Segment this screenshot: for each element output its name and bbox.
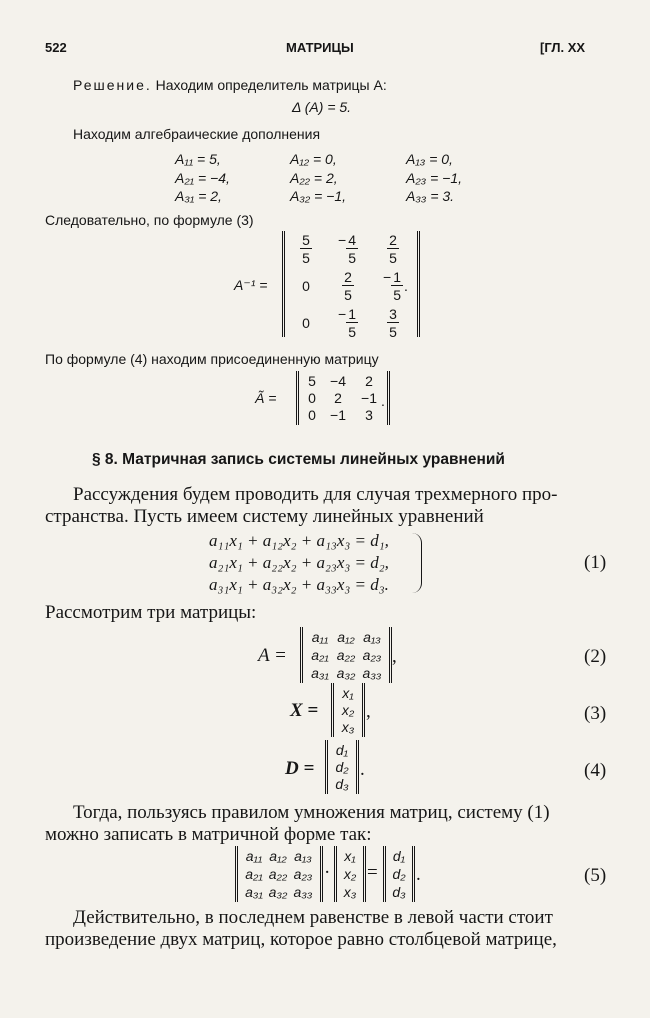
matrix-cell: 0 <box>308 389 316 406</box>
matrix-cell: d₃ <box>392 884 406 900</box>
adjoint-intro: По формуле (4) находим присоединенную матрицу <box>45 351 379 367</box>
matrix-cell: a₁₂ <box>269 848 287 864</box>
cofactor: A₂₃ = −1, <box>406 169 463 186</box>
cofactor: A₁₂ = 0, <box>290 151 337 167</box>
adjoint-matrix <box>296 371 390 425</box>
matrix-cell: a₂₂ <box>336 647 356 663</box>
matrix-cell: d₁ <box>392 848 406 864</box>
matrix-cell: − $\frac{1}{5}$ <box>383 269 401 303</box>
system-brace <box>411 533 422 593</box>
matrix-cell: a₃₃ <box>362 665 382 681</box>
matrix-cell: − $\frac{1}{5}$ <box>338 306 356 340</box>
matrix-cell: x₃ <box>343 884 357 900</box>
matrix-cell: x₁ <box>342 684 354 701</box>
matrix-cell: − $\frac{4}{5}$ <box>338 232 356 266</box>
equation-row: a₂₁x₁ + a₂₂x₂ + a₂₃x₃ = d₂, <box>209 553 389 572</box>
matrix-cell: d₂ <box>335 758 349 775</box>
matrix-cell: $\frac{5}{5}$ <box>302 232 310 266</box>
eq5-X-matrix <box>334 846 366 902</box>
matrix-cell: a₂₃ <box>293 866 313 882</box>
equation-row: a₁₁x₁ + a₁₂x₂ + a₁₃x₃ = d₁, <box>209 531 389 550</box>
matrix-cell: $\frac{2}{5}$ <box>344 269 352 303</box>
paragraph-3-line-2: произведение двух матриц, которое равно столбцевой матрице, <box>45 929 557 950</box>
cofactor: A₃₂ = −1, <box>290 188 347 204</box>
solution-lead: Решение. <box>73 77 152 93</box>
matrix-cell: 2 <box>334 389 342 406</box>
paragraph-2-line-1: Тогда, пользуясь правилом умножения матриц, систему (1) <box>73 802 550 823</box>
page-number: 522 <box>45 40 67 55</box>
cofactor-col-2 <box>290 150 346 206</box>
inverse-matrix <box>282 231 420 340</box>
matrix-cell: d₂ <box>392 866 406 882</box>
matrix-cell: a₁₃ <box>363 629 381 645</box>
matrix-cell: 2 <box>365 372 373 389</box>
inverse-label: A⁻¹ = <box>234 277 268 293</box>
A-matrix <box>300 627 392 683</box>
cofactor-col-1 <box>175 150 230 206</box>
matrix-cell: a₃₁ <box>311 665 329 681</box>
matrix-cell: x₂ <box>343 866 357 882</box>
D-matrix <box>325 740 359 794</box>
matrix-cell: 5 <box>308 372 316 389</box>
matrix-cell: d₃ <box>335 776 349 793</box>
matrix-cell: a₁₁ <box>311 629 329 645</box>
determinant: Δ (A) = 5. <box>292 99 352 115</box>
paragraph-2-line-2: можно записать в матричной форме так: <box>45 824 372 845</box>
chapter-label: [ГЛ. XX <box>540 40 586 55</box>
matrix-cell: a₃₂ <box>336 665 356 681</box>
paragraph-1-line-2: странства. Пусть имеем систему линейных уравнений <box>45 506 484 527</box>
cofactor: A₃₃ = 3. <box>406 188 455 204</box>
matrix-cell: $\frac{2}{5}$ <box>389 232 397 266</box>
equation-row: a₃₁x₁ + a₃₂x₂ + a₃₃x₃ = d₃. <box>209 575 389 594</box>
matrix-cell: x₂ <box>341 701 355 718</box>
matrix-cell: a₂₁ <box>245 866 263 882</box>
cofactor: A₂₁ = −4, <box>175 169 230 186</box>
matrix-cell: 0 <box>308 407 316 424</box>
cofactor-col-3 <box>406 150 462 206</box>
matrix-cell: a₁₁ <box>245 848 263 864</box>
matrix-cell: −4 <box>330 372 346 389</box>
solution-lead-text: Находим определитель матрицы A: <box>155 77 387 93</box>
matrix-cell: x₁ <box>344 848 356 864</box>
X-matrix <box>331 683 365 737</box>
matrix-cell: 3 <box>365 407 373 424</box>
equation-number-3: (3) <box>584 703 607 724</box>
cofactor: A₁₁ = 5, <box>175 151 221 167</box>
section-title: § 8. Матричная запись системы линейных уравнений <box>92 451 505 468</box>
cofactor: A₂₂ = 2, <box>290 169 338 186</box>
paragraph-1-line-1: Рассуждения будем проводить для случая трехмерного про- <box>73 484 558 505</box>
matrix-cell: −1 <box>330 407 346 424</box>
formula3-intro: Следовательно, по формуле (3) <box>45 212 254 228</box>
cofactor: A₃₁ = 2, <box>175 188 222 204</box>
matrix-cell: a₁₃ <box>294 848 312 864</box>
equation-number-2: (2) <box>584 646 607 667</box>
matrix-cell: x₃ <box>341 719 355 736</box>
solution-line <box>73 77 387 93</box>
matrix-cell: 0 <box>302 277 310 294</box>
matrix-cell: a₂₃ <box>362 647 382 663</box>
running-title: МАТРИЦЫ <box>286 40 354 55</box>
cofactor: A₁₃ = 0, <box>406 151 453 167</box>
matrix-cell: a₃₂ <box>268 884 288 900</box>
matrix-cell: d₁ <box>335 741 349 758</box>
consider-text: Рассмотрим три матрицы: <box>45 602 257 623</box>
D-label: D = <box>285 758 315 779</box>
matrix-cell: −1 <box>361 389 377 406</box>
matrix-cell: $\frac{3}{5}$ <box>389 306 397 340</box>
equation-number-1: (1) <box>584 552 607 573</box>
eq5-D-matrix <box>383 846 415 902</box>
matrix-cell: a₃₁ <box>245 884 263 900</box>
eq5-A-matrix <box>235 846 323 902</box>
cofactors-intro: Находим алгебраические дополнения <box>73 126 321 142</box>
equation-number-5: (5) <box>584 865 607 886</box>
matrix-cell: a₃₃ <box>293 884 313 900</box>
matrix-cell: a₂₂ <box>268 866 288 882</box>
X-label: X = <box>290 700 319 721</box>
matrix-cell: a₂₁ <box>311 647 329 663</box>
equation-number-4: (4) <box>584 760 607 781</box>
paragraph-3-line-1: Действительно, в последнем равенстве в левой части стоит <box>73 907 553 928</box>
system-equations <box>209 530 389 596</box>
A-label: A = <box>258 645 287 666</box>
matrix-cell: 0 <box>302 314 310 331</box>
adjoint-label: Ã = <box>255 390 277 406</box>
matrix-cell: a₁₂ <box>337 629 355 645</box>
